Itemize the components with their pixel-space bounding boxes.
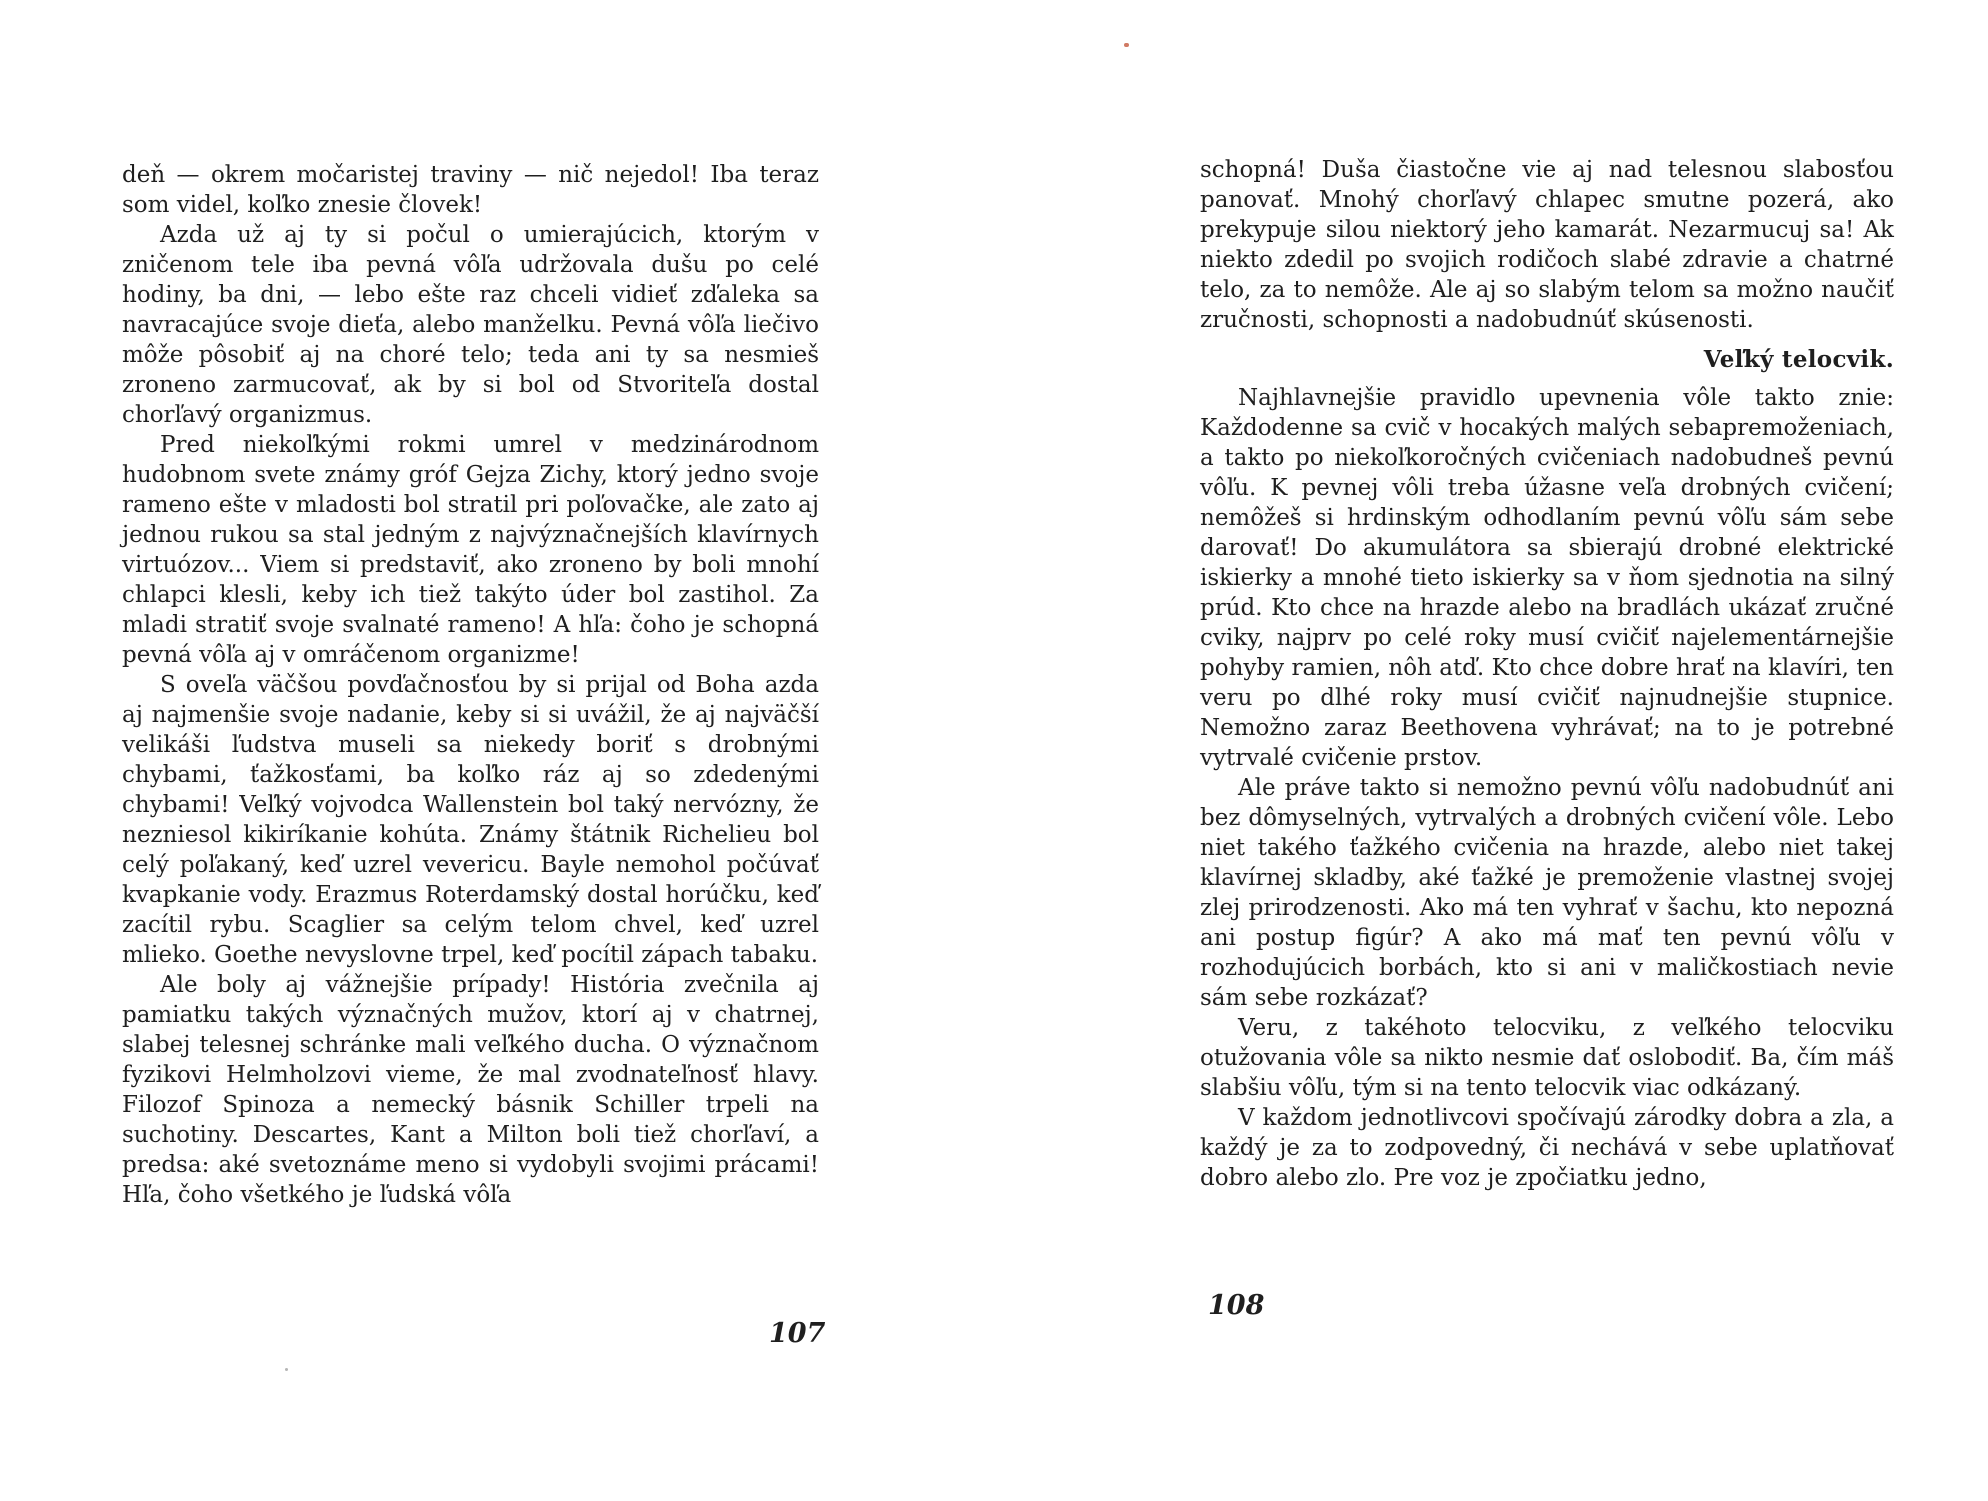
right-page-text — [1200, 155, 1894, 1193]
paragraph: schopná! Duša čiastočne vie aj nad telesnou slabosťou panovať. Mnohý chorľavý chlapec smutne pozerá, ako prekypuje silou niektorý jeho kamarát. Nezarmucuj sa! Ak niekto zdedil po svojich rodičoch slabé zdravie a chatrné telo, za to nemôže. Ale aj so slabým telom sa možno naučiť zručnosti, schopnosti a nadobudnúť skúsenosti. — [1200, 157, 1894, 333]
left-page-text — [122, 160, 819, 1210]
paragraph: Azda už aj ty si počul o umierajúcich, ktorým v zničenom tele iba pevná vôľa udržovala dušu po celé hodiny, ba dni, — lebo ešte raz chceli vidieť zďaleka sa navracajúce svoje dieťa, alebo manželku. Pevná vôľa liečivo môže pôsobiť aj na choré telo; teda ani ty sa nesmieš zroneno zarmucovať, ak by si bol od Stvoriteľa dostal chorľavý organizmus. — [122, 222, 819, 428]
page-number: 108 — [1208, 1290, 1265, 1321]
paragraph: Ale boly aj vážnejšie prípady! História zvečnila aj pamiatku takých význačných mužov, ktorí aj v chatrnej, slabej telesnej schránke mali veľkého ducha. O význačnom fyzikovi Helmholzovi vieme, že mal zvodnateľnosť hlavy. Filozof Spinoza a nemecký básnik Schiller trpeli na suchotiny. Descartes, Kant a Milton boli tiež chorľaví, a predsa: aké svetoznáme meno si vydobyli svojimi prácami! Hľa, čoho všetkého je ľudská vôľa — [122, 972, 819, 1208]
paragraph: S oveľa väčšou povďačnosťou by si prijal od Boha azda aj najmenšie svoje nadanie, keby si si uvážil, že aj najväčší velikáši ľudstva museli sa niekedy boriť s drobnými chybami, ťažkosťami, ba koľko ráz aj so zdedenými chybami! Veľký vojvodca Wallenstein bol taký nervózny, že nezniesol kikiríkanie kohúta. Známy štátnik Richelieu bol celý poľakaný, keď uzrel vevericu. Bayle nemohol počúvať kvapkanie vody. Erazmus Roterdamský dostal horúčku, keď zacítil rybu. Scaglier sa celým telom chvel, keď uzrel mlieko. Goethe nevyslovne trpel, keď pocítil zápach tabaku. — [122, 672, 819, 968]
paragraph: Veru, z takéhoto telocviku, z veľkého telocviku otužovania vôle sa nikto nesmie dať oslobodiť. Ba, čím máš slabšiu vôľu, tým si na tento telocvik viac odkázaný. — [1200, 1015, 1894, 1101]
paragraph: V každom jednotlivcovi spočívajú zárodky dobra a zla, a každý je za to zodpovedný, či nechává v sebe uplatňovať dobro alebo zlo. Pre voz je zpočiatku jedno, — [1200, 1105, 1894, 1191]
paragraph: Ale práve takto si nemožno pevnú vôľu nadobudnúť ani bez dômyselných, vytrvalých a drobných cvičení vôle. Lebo niet takého ťažkého cvičenia na hrazde, alebo niet takej klavírnej skladby, aké ťažké je premoženie vlastnej svojej zlej prirodzenosti. Ako má ten vyhrať v šachu, kto nepozná ani postup figúr? A ako má mať ten pevnú vôľu v rozhodujúcich borbách, kto si ani v maličkostiach nevie sám sebe rozkázať? — [1200, 775, 1894, 1011]
page-number: 107 — [769, 1318, 826, 1349]
paragraph: Pred niekoľkými rokmi umrel v medzinárodnom hudobnom svete známy gróf Gejza Zichy, ktorý jedno svoje rameno ešte v mladosti bol stratil pri poľovačke, ale zato aj jednou rukou sa stal jedným z najvýznačnejších klavírnych virtuózov... Viem si predstaviť, ako zroneno by boli mnohí chlapci klesli, keby ich tiež takýto úder bol zastihol. Za mladi stratiť svoje svalnaté rameno! A hľa: čoho je schopná pevná vôľa aj v omráčenom organizme! — [122, 432, 819, 668]
right-page — [994, 0, 1988, 1501]
paragraph: deň — okrem močaristej traviny — nič nejedol! Iba teraz som videl, koľko znesie človek! — [122, 162, 819, 218]
section-heading: Veľký telocvik. — [1703, 346, 1894, 373]
paragraph: Najhlavnejšie pravidlo upevnenia vôle takto znie: Každodenne sa cvič v hocakých malých sebapremoženiach, a takto po niekoľkoročných cvičeniach nadobudneš pevnú vôľu. K pevnej vôli treba úžasne veľa drobných cvičení; nemôžeš si hrdinským odhodlaním pevnú vôľu sám sebe darovať! Do akumulátora sa sbierajú drobné elektrické iskierky a mnohé tieto iskierky sa v ňom sjednotia na silný prúd. Kto chce na hrazde alebo na bradlách ukázať zručné cviky, najprv po celé roky musí cvičiť najelementárnejšie pohyby ramien, nôh atď. Kto chce dobre hrať na klavíri, ten veru po dlhé roky musí cvičiť najnudnejšie stupnice. Nemožno zaraz Beethovena vyhrávať; na to je potrebné vytrvalé cvičenie prstov. — [1200, 385, 1894, 771]
